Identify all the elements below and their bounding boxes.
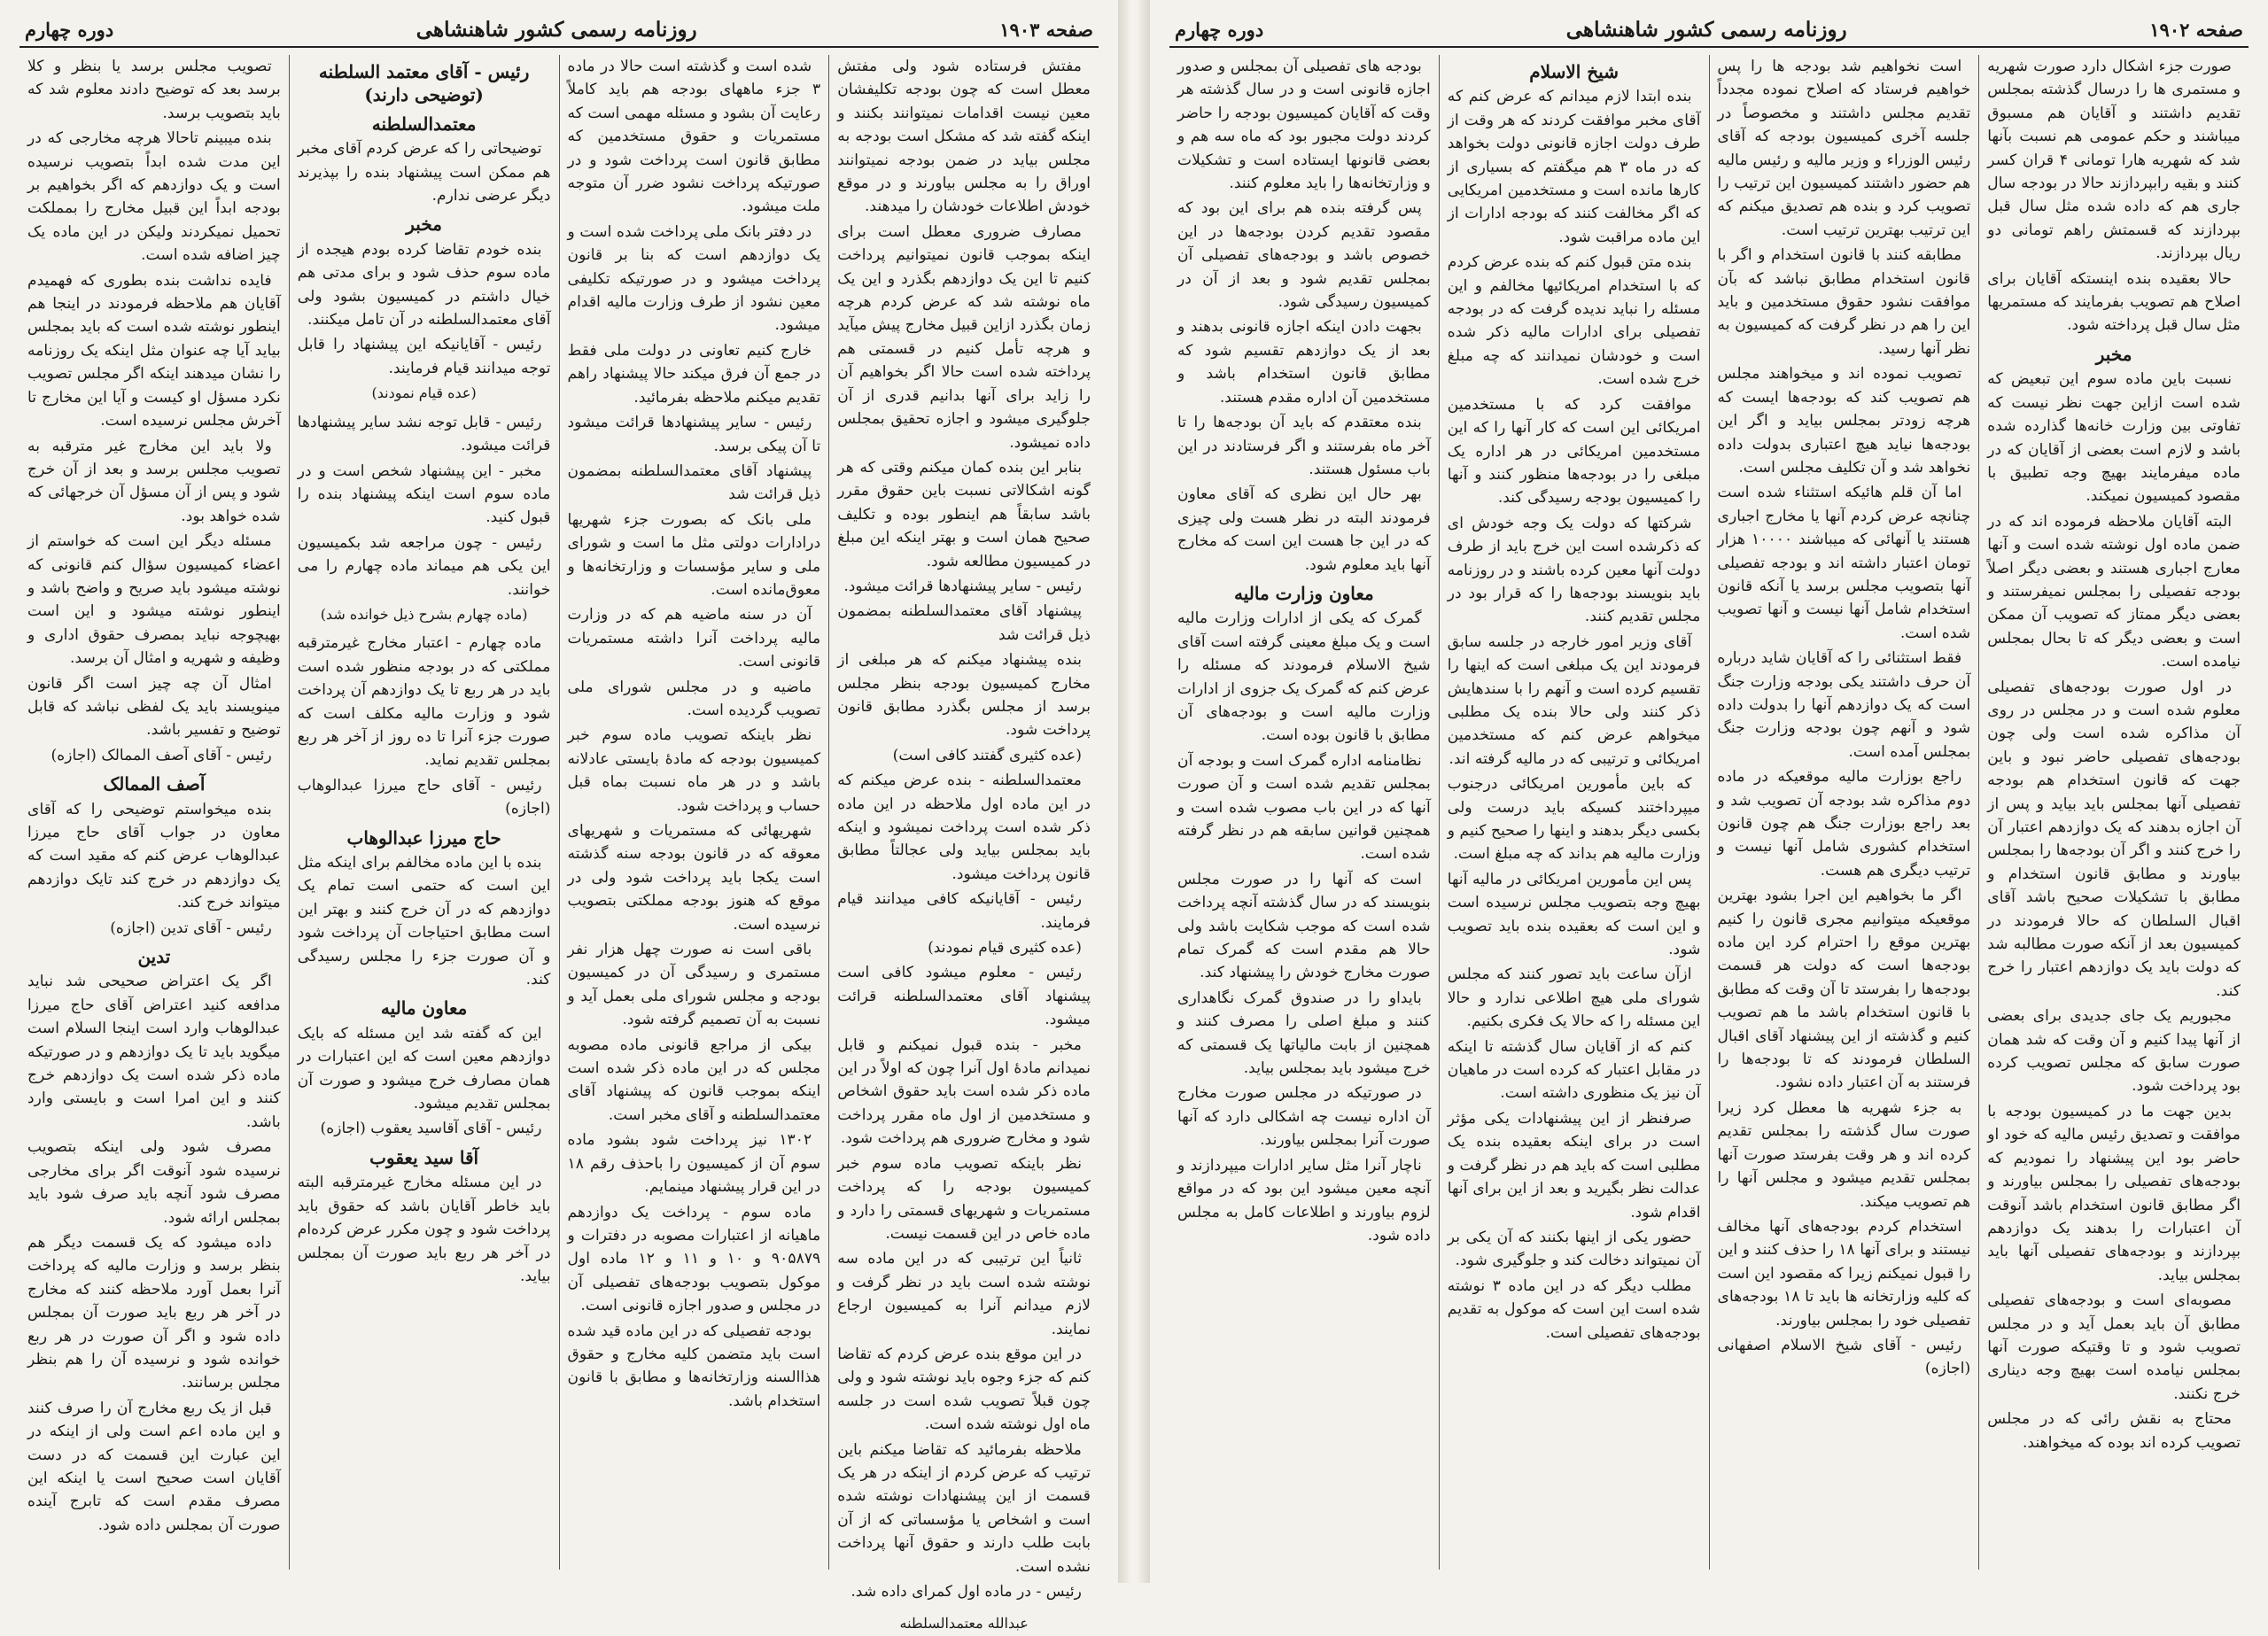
paragraph: مخبر - این پیشنهاد شخص است و در ماده سوم است اینکه پیشنهاد بنده را قبول کنید. <box>297 461 551 527</box>
paragraph: اگر یک اعتراض صحیحی شد نباید مدافعه کنید اعتراض آقای حاج میرزا عبدالوهاب وارد است اینجا السلام است میگوید باید تا یک دوازدهم و در صورتیکه ماده ذکر شده است یک دوازدهم خرج کنند و این امرا است و بایستی وارد باشد. <box>27 973 281 1131</box>
paragraph: ملی بانک که بصورت جزء شهریها درادارات دولتی مثل ما است و شورای ملی و سایر مؤسسات و وزارتخانه‌ها و معوق‌مانده است. <box>567 510 821 599</box>
left-page-title: روزنامه رسمی کشور شاهنشاهی <box>416 17 697 42</box>
paragraph: رئیس - آقای حاج میرزا عبدالوهاب (اجازه) <box>297 776 551 818</box>
paragraph: اما آن قلم هائیکه استثناء شده است چنانچه عرض کردم آنها یا مخارج اجباری هستند یا آنهائی که میباشند ۱۰۰۰۰ هزار تومان اعتبار داشته اند و بودجه تفصیلی آنها بتصویب مجلس برسد یا آنکه قانون استخدام شامل آنها نیست و آنها تصویب شده است. <box>1717 484 1971 642</box>
paragraph: ملاحظه بفرمائید که تقاضا میکنم باین ترتیب که عرض کردم از اینکه در هر یک قسمت از این پیشنهادات نوشته شده است و اشخاص یا مؤسساتی که از آن بابت طلب دارند و حقوق آنها پرداخت نشده است. <box>837 1440 1091 1576</box>
speaker-heading: معتمدالسلطنه <box>371 112 477 135</box>
speaker-heading: آقا سید یعقوب <box>369 1146 479 1168</box>
paragraph: کنم که از آقایان سال گذشته تا اینکه در مقابل اعتبار که کرده است در ماهیان آن نیز یک منظوری داشته است. <box>1447 1037 1701 1103</box>
right-page-header <box>1169 16 2249 48</box>
paragraph: نظر باینکه تصویب ماده سوم خبر کمیسیون بودجه که مادهٔ بایستی عادلانه باشد و در هر ماه نسبت بماه قبل حساب و پرداخت شود. <box>567 726 821 815</box>
paragraph: نظر باینکه تصویب ماده سوم خبر کمیسیون بودجه را که پرداخت مستمریات و شهریهای قسمتی را دارد و ماده خاص در این قسمت نیست. <box>837 1154 1091 1243</box>
text-column <box>559 55 829 1570</box>
paragraph: به جزء شهریه ها معطل کرد زیرا صورت سال گذشته را بمجلس تقدیم کرده اند و هر وقت بفرستد صورت آنها بمجلس تقدیم میشود و مجلس آنها را هم تصویب میکند. <box>1717 1098 1971 1211</box>
paragraph: بنده پیشنهاد میکنم که هر مبلغی از مخارج کمیسیون بودجه بنظر مجلس برسد از مجلس بگذرد مطابق قانون پرداخت شود. <box>837 651 1091 740</box>
paragraph: مصوبه‌ای است و بودجه‌های تفصیلی مطابق آن باید بعمل آید و در مجلس تصویب شود و تا وقتیکه صورت آنها بمجلس نیامده است بهیچ وجه دیناری خرج نکنند. <box>1987 1291 2241 1403</box>
paragraph: مسئله دیگر این است که خواستم از اعضاء کمیسیون سؤال کنم قانونی که نوشته میشود باید صریح و واضح باشد و اینطور نوشته میشود و این است بهیچوجه نباید بمصرف حقوق اداری و وظیفه و شهریه و امثال آن برسد. <box>27 532 281 668</box>
paragraph: رئیس - آقایانیکه این پیشنهاد را قابل توجه میدانند قیام فرمایند. <box>297 336 551 377</box>
right-page-columns <box>1169 55 2249 1570</box>
paragraph: پس این مأمورین امریکائی در مالیه آنها بهیچ وجه بتصویب مجلس نرسیده است و این است که بعقیده بنده باید تصویب شود. <box>1447 870 1701 959</box>
paragraph: محتاج به نقش رائی که در مجلس تصویب کرده اند بوده که میخواهند. <box>1987 1410 2241 1452</box>
paragraph: بنده خودم تقاضا کرده بودم هیجده از ماده سوم حذف شود و برای مدتی هم خیال داشتم در کمیسیون بشود ولی آقای معتمدالسلطنه در آن تامل میکنند. <box>297 240 551 330</box>
text-column <box>1439 55 1709 1570</box>
paragraph: راجع بوزارت مالیه موقعیکه در ماده دوم مذاکره شد بودجه آن تصویب شد و بعد راجع بوزارت جنگ هم چون قانون استخدام کشوری شامل آنها نیست و ترتیب دیگری هم هست. <box>1717 768 1971 880</box>
signature-line: عبدالله معتمدالسلطنه <box>899 1615 1029 1632</box>
paragraph: مخبر - بنده قبول نمیکنم و قابل نمیدانم مادهٔ اول آنرا چون که اولاً در این ماده ذکر شده است باید حقوق اشخاص و مستخدمین از اول ماه مقرر پرداخت شود و مخارج ضروری هم پرداخت شود. <box>837 1035 1091 1148</box>
paragraph: بهر حال این نظری که آقای معاون فرمودند البته در نظر هست ولی چیزی که در این جا هست این است که مخارج آنها باید معلوم شود. <box>1177 485 1431 574</box>
paragraph: رئیس - آقایانیکه کافی میدانند قیام فرمایند. <box>837 890 1091 932</box>
page-gutter <box>1118 0 1150 1583</box>
paragraph: ماضیه و در مجلس شورای ملی تصویب گردیده است. <box>567 678 821 719</box>
paragraph: بایداو را در صندوق گمرک نگاهداری کنند و مبلغ اصلی را مصرف کنند و همچنین از بابت مالیاتها یک قسمتی که خرج میشود باید بمجلس بیاید. <box>1177 989 1431 1078</box>
paragraph: آن در سنه ماضیه هم که در وزارت مالیه پرداخت آنرا داشته مستمریات قانونی است. <box>567 606 821 671</box>
speaker-heading: مخبر <box>406 213 442 236</box>
speaker-heading: حاج میرزا عبدالوهاب <box>346 826 501 849</box>
paragraph: رئیس - سایر پیشنهادها قرائت میشود. <box>843 577 1082 595</box>
paragraph: مجبوریم یک جای جدیدی برای بعضی از آنها پیدا کنیم و آن وقت که شد همان صورت سابق که مجلس تصویب کرده بود پرداخت شود. <box>1987 1007 2241 1096</box>
left-page <box>0 0 1118 1632</box>
paragraph: رئیس - سایر پیشنهادها قرائت میشود تا آن پیکی برسد. <box>567 414 821 455</box>
paragraph: اگر ما بخواهیم این اجرا بشود بهترین موقعیکه میتوانیم مجری قانون را کنیم بهترین موقع را احترام کرد این ماده بودجه‌ها است که دولت هر قسمت بودجه‌ها را بفرستد تا آن وقت که مطابق با قانون استخدام باشد ما هم تصویب کنیم و گذشته از این پیشنهاد آقای اقبال السلطان فرمودند که تا بودجه‌ها را فرستند به آن اعتبار داده نشود. <box>1717 887 1971 1092</box>
paragraph: باقی است نه صورت چهل هزار نفر مستمری و رسیدگی آن در کمیسیون بودجه و مجلس شورای ملی بعمل آید و نسبت به آن تصمیم گرفته شود. <box>567 941 821 1029</box>
paragraph: در این موقع بنده عرض کردم که تقاضا کنم که جزء وجوه باید نوشته شود و ولی چون قبلاً تصویب شده است در جلسه ماه اول نوشته شده است. <box>837 1345 1091 1434</box>
paragraph: در اول صورت بودجه‌های تفصیلی معلوم شده است و در مجلس در روی آن مذاکره شده است ولی چون بودجه‌های تفصیلی حاضر نبود و باین جهت که قانون استخدام هم بودجه تفصیلی آنها بمجلس باید بیاید و پس از آن اجازه بدهند که یک دوازدهم اعتبار آن را خرج کنند و اگر آن بودجه‌ها را بمجلس بیاورند و مطابق قانون استخدام و مطابق با تشکیلات صحیح باشد آقای اقبال السلطان که حالا فرمودند در کمیسیون بعد از آنکه صورت مطالبه شد که دولت باید یک دوازدهم اعتبار را خرج کند. <box>1987 678 2241 1000</box>
paragraph: ناچار آنرا مثل سایر ادارات میپردازند و آنچه معین میشود این بود که در مواقع لزوم بیاورند و اطلاعات کامل به مجلس داده شود. <box>1177 1156 1431 1244</box>
left-page-header <box>19 16 1099 48</box>
paragraph: پیشنهاد آقای معتمدالسلطنه بمضمون ذیل قرائت شد <box>567 461 821 504</box>
paragraph: صرفنظر از این پیشنهادات یکی مؤثر است در برای اینکه بعقیده بنده یک مطلبی است که باید هم در نظر گرفت و عدالت نظر بگیرید و بعد از این برای آنها اقدام شود. <box>1447 1109 1701 1221</box>
paragraph: مصرف شود ولی اینکه بتصویب نرسیده شود آنوقت اگر برای مخارجی مصرف شود آنچه باید صرف شود باید بمجلس ارائه شود. <box>27 1138 281 1227</box>
paragraph: رئیس - در ماده اول کمرای داده شد. <box>850 1583 1082 1601</box>
paragraph: رئیس - آقای آصف الممالک (اجازه) <box>50 746 272 764</box>
paragraph: رئیس - آقای تدین (اجازه) <box>110 919 272 937</box>
paragraph: است که آنها را در صورت مجلس بنویسند که در سال گذشته آنچه پرداخت شده است که موجب شکایت باشد ولی حالا هم مقدم است که گمرک تمام صورت مخارج خودش را پیشنهاد کند. <box>1177 870 1431 982</box>
paragraph: ازآن ساعت باید تصور کنند که مجلس شورای ملی هیچ اطلاعی ندارد و حالا این مسئله را که حالا یک فکری بکنیم. <box>1447 965 1701 1031</box>
paragraph: مصارف ضروری معطل است برای اینکه بموجب قانون نمیتوانیم پرداخت کنیم تا این یک دوازدهم بگذرد و این یک ماه نوشته شد که عرض کردم هرچه زمان بگذرد ازاین قبیل مخارج پیش میآید و هرچه تأمل کنیم در قسمتی هم پرداخته شده است حالا اگر بخواهیم آن را زاید برای آنها بدانیم قدری از آن جلوگیری میشود و اجازه تحقیق بمجلس داده نمیشود. <box>837 222 1091 452</box>
paragraph: تصویب مجلس برسد یا بنظر و کلا برسد بعد که توضیح دادند معلوم شد که باید بتصویب برسد. <box>27 58 281 122</box>
paragraph: بدین جهت ما در کمیسیون بودجه با موافقت و تصدیق رئیس مالیه که خود او حاضر بود این پیشنهاد را نمودیم که بودجه‌های تفصیلی را بمجلس بیاورند و اگر مطابق قانون استخدام باشد آنوقت آن اعتبارات را بدهند یک دوازدهم بپردازند و بودجه‌های تفصیلی آنها باید بمجلس بیاید. <box>1987 1102 2241 1284</box>
paragraph: بنده میبینم تاحالا هرچه مخارجی که در این مدت شده ابداً بتصویب نرسیده است و یک دوازدهم که اگر بخواهیم بر بودجه ابداً این قبیل مخارج را بمملکت تحمیل نمیکردند ولیکن در این ماده یک چیز اضافه شده است. <box>27 129 281 265</box>
text-column <box>1709 55 1979 1570</box>
paragraph: حالا بعقیده بنده اینستکه آقایان برای اصلاح هم تصویب بفرمایند که مستمریها مثل سال قبل پرداخته شود. <box>1987 269 2241 335</box>
paragraph: بنده ابتدا لازم میدانم که عرض کنم که آقای مخبر موافقت کردند که هر وقت از طرف دولت اجازه قانونی دولت بخواهد که در ماه ۳ هم میگفتم که بسیاری از کارها مانده است و مستخدمین امریکایی که اگر مخالفت کنند که بودجه ادارات از این ماده مراقبت شود. <box>1447 88 1701 246</box>
paragraph: خارج کنیم تعاونی در دولت ملی فقط در جمع آن فرق میکند حالا پیشنهاد راهم تقدیم میکنم ملاحظه بفرمائید. <box>567 341 821 407</box>
paragraph: ماده سوم - پرداخت یک دوازدهم ماهیانه از اعتبارات مصوبه در دفترات و ۹۰۵۸۷۹ و ۱۰ و ۱۱ و ۱۲ ماده اول موکول بتصویب بودجه‌های تفصیلی آن در مجلس و صدور اجازه قانونی است. <box>567 1203 821 1315</box>
paragraph: معتمدالسلطنه - بنده عرض میکنم که در این ماده اول ملاحظه در این ماده ذکر شده است پرداخت نمیشود و اینکه باید بمجلس بیاید ولی عجالتاً مطابق قانون پرداخت میشود. <box>837 771 1091 883</box>
paragraph: بیکی از مراجع قانونی ماده مصوبه مجلس که در این ماده ذکر شده است اینکه بموجب قانون که پیشنهاد آقای معتمدالسلطنه و آقای مخبر است. <box>567 1035 821 1124</box>
paragraph: فایده نداشت بنده بطوری که فهمیدم آقایان هم ملاحظه فرمودند در اینجا هم اینطور نوشته شده است که باید بمجلس بیاید آیا چه عنوان مثل اینکه یک روزنامه را نشان میدهند اینکه اگر مجلس تصویب نکرد مسؤل او کیست و آیا این مخارج تا آخرش مجلس نرسیده است. <box>27 271 281 430</box>
paragraph: بودجه های تفصیلی آن بمجلس و صدور اجازه قانونی است و در سال گذشته هر وقت که آقایان کمیسیون بودجه را حاضر کردند دولت مجبور بود که ماه سه هم و بعضی قانونها ایستاده است و تشکیلات و وزارتخانه‌ها را باید معلوم کنند. <box>1177 58 1431 193</box>
speaker-heading: مخبر <box>2095 343 2132 365</box>
paragraph: صورت جزء اشکال دارد صورت شهریه و مستمری ها را درسال گذشته بمجلس تقدیم داشتند و آقایان هم مسبوق میباشند و حکم عمومی هم نسبت بآنها شد که شهریه هارا تومانی ۴ قران کسر کنند و بقیه رابپردازند حالا در بودجه سال جاری هم که داده شده مثل سال قبل بپردازند که قسمتش راهم تومانی دو ریال بپردازند. <box>1987 58 2241 263</box>
paragraph: رئیس - آقای شیخ الاسلام اصفهانی (اجازه) <box>1717 1336 1971 1378</box>
text-column <box>1169 55 1439 1570</box>
speaker-heading: معاون وزارت مالیه <box>1234 582 1374 604</box>
paragraph: بنابر این بنده کمان میکنم وقتی که هر گونه اشکالاتی نسبت باین حقوق مقرر باشد سابقاً هم اینطور بوده و تکلیف صحیح همان است و بهتر اینکه این مبلغ در کمیسیون مطالعه شود. <box>837 458 1091 570</box>
paragraph: قبل از یک ربع مخارج آن را صرف کنند و این ماده اعم است ولی از اینکه در این عبارت این قسمت که در دست آقایان است صحیح است یا اینکه این مصرف مقدم است که تابرج آینده صورت آن بمجلس داده شود. <box>27 1399 281 1534</box>
speaker-heading: رئیس - آقای معتمد السلطنه (توضیحی دارند) <box>318 61 530 106</box>
paragraph: رئیس - چون مراجعه شد بکمیسیون این یکی هم میماند ماده چهارم را می خوانند. <box>297 533 551 599</box>
right-page-number: صفحه ۱۹۰۲ <box>2149 18 2243 41</box>
parenthetical-note: (ماده چهارم بشرح ذیل خوانده شد) <box>320 605 528 623</box>
paragraph: نسبت باین ماده سوم این تبعیض که شده است ازاین جهت نظر نیست که تفاوتی بین وزارت خانه‌ها گذارده شده باشد و لازم است بعضی از آقایان که در ماده میفرمایند بهیچ وجه تطبیق با مقصود کمیسیون نمیکند. <box>1987 370 2241 506</box>
paragraph: شرکتها که دولت یک وجه خودش ای که ذکرشده است این خرج باید از طرف دولت آنها معین کرده باشند و در روزنامه باید بنویسند بودجه‌ها را که قرار بود در مجلس تقدیم کنند. <box>1447 514 1701 626</box>
paragraph: در این مسئله مخارج غیرمترقبه البته باید خاطر آقایان باشد که حقوق باید پرداخت شود و چون مکرر عرض کرده‌ام در آخر هر ربع باید صورت آن بمجلس بیاید. <box>297 1174 551 1285</box>
paragraph: حضور یکی از اینها بکنند که آن یکی بر آن نمیتواند دخالت کند و جلوگیری شود. <box>1447 1228 1701 1270</box>
paragraph: مطابقه کنند با قانون استخدام و اگر با قانون استخدام مطابق نباشد که بآن موافقت نشود حقوق مستخدمین و باید این را هم در نظر گرفت که کمیسیون به نظر آنها رسید. <box>1717 246 1971 358</box>
left-page-columns <box>19 55 1099 1632</box>
paragraph: در دفتر بانک ملی پرداخت شده است و یک دوازدهم است که بنا بر قانون پرداخت میشود و در صورتیکه تکلیفی معین نشود از طرف وزارت مالیه اقدام میشود. <box>567 222 821 335</box>
paragraph: بنده معتقدم که باید آن بودجه‌ها را تا آخر ماه بفرستند و اگر فرستادند در این باب مسئول هستند. <box>1177 414 1431 478</box>
paragraph: ۱۳۰۲ نیز پرداخت شود بشود ماده سوم آن از کمیسیون را باحذف رقم ۱۸ در این قرار پیشنهاد مینمایم. <box>567 1131 821 1197</box>
paragraph: بودجه تفصیلی که در این ماده قید شده است باید متضمن کلیه مخارج و حقوق هذاالسنه وزارتخانه‌ها و مطابق با قانون استخدام باشد. <box>567 1322 821 1410</box>
paragraph: داده میشود که یک قسمت دیگر هم بنظر برسد و وزارت مالیه که پرداخت آنرا بعمل آورد ملاحظه کنند که مخارج در آخر هر ربع باید صورت آن بمجلس داده شود و اگر آن صورت در هر ربع خوانده شود و نرسیده آن را هم بنظر مجلس برسانند. <box>27 1233 281 1392</box>
paragraph: رئیس - قابل توجه نشد سایر پیشنهادها قرائت میشود. <box>297 413 551 455</box>
left-page-number: صفحه ۱۹۰۳ <box>999 18 1093 41</box>
paragraph: بنده متن قبول کنم که بنده عرض کردم که با استخدام امریکائیها مخالفم و این مسئله را نباید ندیده گرفت که در بودجه تفصیلی برای ادارات مالیه ذکر شده است و خودشان نمیدانند که چه مبلغ خرج شده است. <box>1447 253 1701 389</box>
right-page-title: روزنامه رسمی کشور شاهنشاهی <box>1565 17 1847 42</box>
speaker-heading: آصف الممالک <box>103 773 206 795</box>
paragraph: فقط استثنائی را که آقایان شاید درباره آن حرف داشتند یکی بودجه وزارت جنگ است که یک دوازدهم آنها را بدولت داده شود و آنهم چون بودجه وزارت جنگ بمجلس آمده است. <box>1717 649 1971 761</box>
paragraph: نظامنامه اداره گمرک است و بودجه آن بمجلس تقدیم شده است و آن صورت آنها که در این باب مصوب شده است و همچنین قوانین سابقه هم در نظر گرفته شده است. <box>1177 751 1431 864</box>
speaker-heading: تدین <box>137 946 171 968</box>
parenthetical-note: (عده قیام نمودند) <box>371 384 477 402</box>
text-column <box>289 55 559 1570</box>
paragraph: است نخواهیم شد بودجه ها را پس خواهیم فرستاد که اصلاح نموده مجدداً تقدیم مجلس داشتند و مخصوصاً در جلسه آخری کمیسیون بودجه که آقای رئیس الوزراء و وزیر مالیه و رئیس مالیه هم حضور داشتند کمیسیون این ترتیب را تصویب کرد و بنده هم تصدیق میکنم که این ترتیب بهترین ترتیب است. <box>1717 58 1971 239</box>
paragraph: شهریهائی که مستمریات و شهریهای معوقه که در قانون بودجه سنه گذشته است یکجا باید پرداخت شود ولی در موقع که هنوز بودجه مملکتی بتصویب نرسیده است. <box>567 822 821 934</box>
paragraph: رئیس - معلوم میشود کافی است پیشنهاد آقای معتمدالسلطنه قرائت میشود. <box>837 964 1091 1029</box>
paragraph: (عده کثیری قیام نمودند) <box>928 939 1082 958</box>
paragraph: آقای وزیر امور خارجه در جلسه سابق فرمودند این یک مبلغی است که اینها را تقسیم کرده است و آنهم را با سندهایش ذکر کنند ولی حالا بنده یک مطلبی میخواهم عرض کنم که مستخدمین امریکائی و ترتیبی که در مالیه گرفته اند. <box>1447 632 1701 768</box>
text-column <box>1978 55 2249 1570</box>
right-page <box>1150 0 2268 1583</box>
paragraph: که باین مأمورین امریکائی درجنوب میپرداختند کسیکه باید درست ولی بکسی دیگر بدهند و اینها را صحیح کنیم و وزارت مالیه هم بداند که چه مبلغ است. <box>1447 775 1701 864</box>
paragraph: ثانیاً این ترتیبی که در این ماده سه نوشته شده است باید در نظر گرفت و لازم میدانم آنرا به کمیسیون ارجاع نمایند. <box>837 1250 1091 1338</box>
text-column <box>19 55 289 1570</box>
paragraph: مفتش فرستاده شود ولی مفتش معطل است که چون بودجه تکلیفشان معین نیست اقدامات نمیتوانند بکنند و اینکه گفته شد که مشکل است بودجه به مجلس بیاید در ضمن بودجه نمیتوانند اوراق را به مجلس بیاورند و در موقع خودش اطلاعات خودشان را میدهند. <box>837 58 1091 216</box>
speaker-heading: شیخ الاسلام <box>1529 61 1619 82</box>
paragraph: گمرک که یکی از ادارات وزارت مالیه است و یک مبلغ معینی گرفته است آقای شیخ الاسلام فرمودند که مسئله را عرض کنم که گمرک یک جزوی از ادارات وزارت مالیه است و بودجه‌های آن مطابق با قانون بوده است. <box>1177 609 1431 745</box>
paragraph: این که گفته شد این مسئله که بایک دوازدهم معین است که این اعتبارات در همان مصارف خرج میشود و صورت آن بمجلس تقدیم میشود. <box>297 1024 551 1113</box>
paragraph: استخدام کردم بودجه‌های آنها مخالف نیستند و برای آنها ۱۸ را حذف کنند و این را قبول نمیکنم زیرا که مقصود این است که کلیه وزارتخانه ها باید تا ۱۸ بودجه‌های تفصیلی خود را بمجلس بیاورند. <box>1717 1217 1971 1330</box>
right-page-edition: دوره چهارم <box>1175 18 1264 41</box>
paragraph: پیشنهاد آقای معتمدالسلطنه بمضمون ذیل قرائت شد <box>837 602 1091 644</box>
paragraph: بنده میخواستم توضیحی را که آقای معاون در جواب آقای حاج میرزا عبدالوهاب عرض کنم که مقید است که یک دوازدهم در خرج کند تایک دوازدهم میتواند خرج کند. <box>27 800 281 912</box>
paragraph: تصویب نموده اند و میخواهند مجلس هم تصویب کند که بودجه‌ها ایست که هرچه زودتر بمجلس بیاید و اگر این بودجه‌ها نیاید هیچ اعتباری بدولت داده نخواهد شد و آن تکلیف مجلس است. <box>1717 365 1971 477</box>
paragraph: موافقت کرد که با مستخدمین امریکائی این است که کار آنها را که این مستخدمین امریکائی در هر اداره یک مبلغی را در بودجه‌ها منظور کنند و آنها را کمیسیون بودجه رسیدگی کند. <box>1447 395 1701 508</box>
speaker-heading: معاون مالیه <box>380 997 468 1020</box>
paragraph: ماده چهارم - اعتبار مخارج غیرمترقبه مملکتی که در بودجه منظور شده است باید در هر ربع تا یک دوازدهم آن پرداخت شود و وزارت مالیه مکلف است که صورت جزء آنرا تا ده روز از آخر هر ربع بمجلس تقدیم نماید. <box>297 634 551 770</box>
paragraph: توضیحاتی را که عرض کردم آقای مخبر هم ممکن است پیشنهاد بنده را بپذیرند دیگر عرضی ندارم. <box>297 140 551 205</box>
paragraph: در صورتیکه در مجلس صورت مخارج آن اداره نیست چه اشکالی دارد که آنها صورت آنرا بمجلس بیاورند. <box>1177 1084 1431 1150</box>
paragraph: بجهت دادن اینکه اجازه قانونی بدهند و بعد از یک دوازدهم تقسیم شود که مطابق قانون استخدام باشد و مستخدمین آن اداره مقدم هستند. <box>1177 318 1431 407</box>
paragraph: پس گرفته بنده هم برای این بود که مقصود تقدیم کردن بودجه‌ها در این خصوص باشد و بودجه‌های تفصیلی آن بمجلس تقدیم شود و بعد از آن در کمیسیون رسیدگی شود. <box>1177 199 1431 312</box>
left-page-edition: دوره چهارم <box>25 18 114 41</box>
paragraph: ولا باید این مخارج غیر مترقبه به تصویب مجلس برسد و بعد از آن خرج شود و پس از آن مسؤل آن خرجهائی که شده خواهد بود. <box>27 437 281 525</box>
paragraph: بنده با این ماده مخالفم برای اینکه مثل این است که حتمی است تمام یک دوازدهم که در آن خرج کنند و بهتر این است مطابق احتیاجات آن پرداخت شود و آن صورت جزء را مجلس رسیدگی کند. <box>297 854 551 989</box>
paragraph: (عده کثیری گفتند کافی است) <box>892 746 1082 764</box>
paragraph: البته آقایان ملاحظه فرموده اند که در ضمن ماده اول نوشته شده است و آنها معارج اجباری هستند و بعضی دیگر اصلاً بودجه تفصیلی را بمجلس نمیفرستند و بعضی دیگر ممتاز که تصویب آن ممکن است و بعضی دیگر که تا بحال بمجلس نیامده است. <box>1987 512 2241 671</box>
text-column <box>828 55 1099 1632</box>
paragraph: مطلب دیگر که در این ماده ۳ نوشته شده است این است که موکول به تقدیم بودجه‌های تفصیلی است. <box>1447 1276 1701 1342</box>
paragraph: امثال آن چه چیز است اگر قانون مینویسند باید یک لفظی نباشد که قابل توضیح و تفسیر باشد. <box>27 674 281 740</box>
paragraph: رئیس - آقای آقاسید یعقوب (اجازه) <box>320 1120 542 1138</box>
paragraph: شده است و گذشته است حالا در ماده ۳ جزء ماههای بودجه هم باید کاملاً رعایت آن بشود و مسئله مهمی است که مستمریات و حقوق مستخدمین که مطابق قانون است پرداخت شود و در صورتیکه پرداخت نشود ضرر آن متوجه ملت میشود. <box>567 58 821 216</box>
